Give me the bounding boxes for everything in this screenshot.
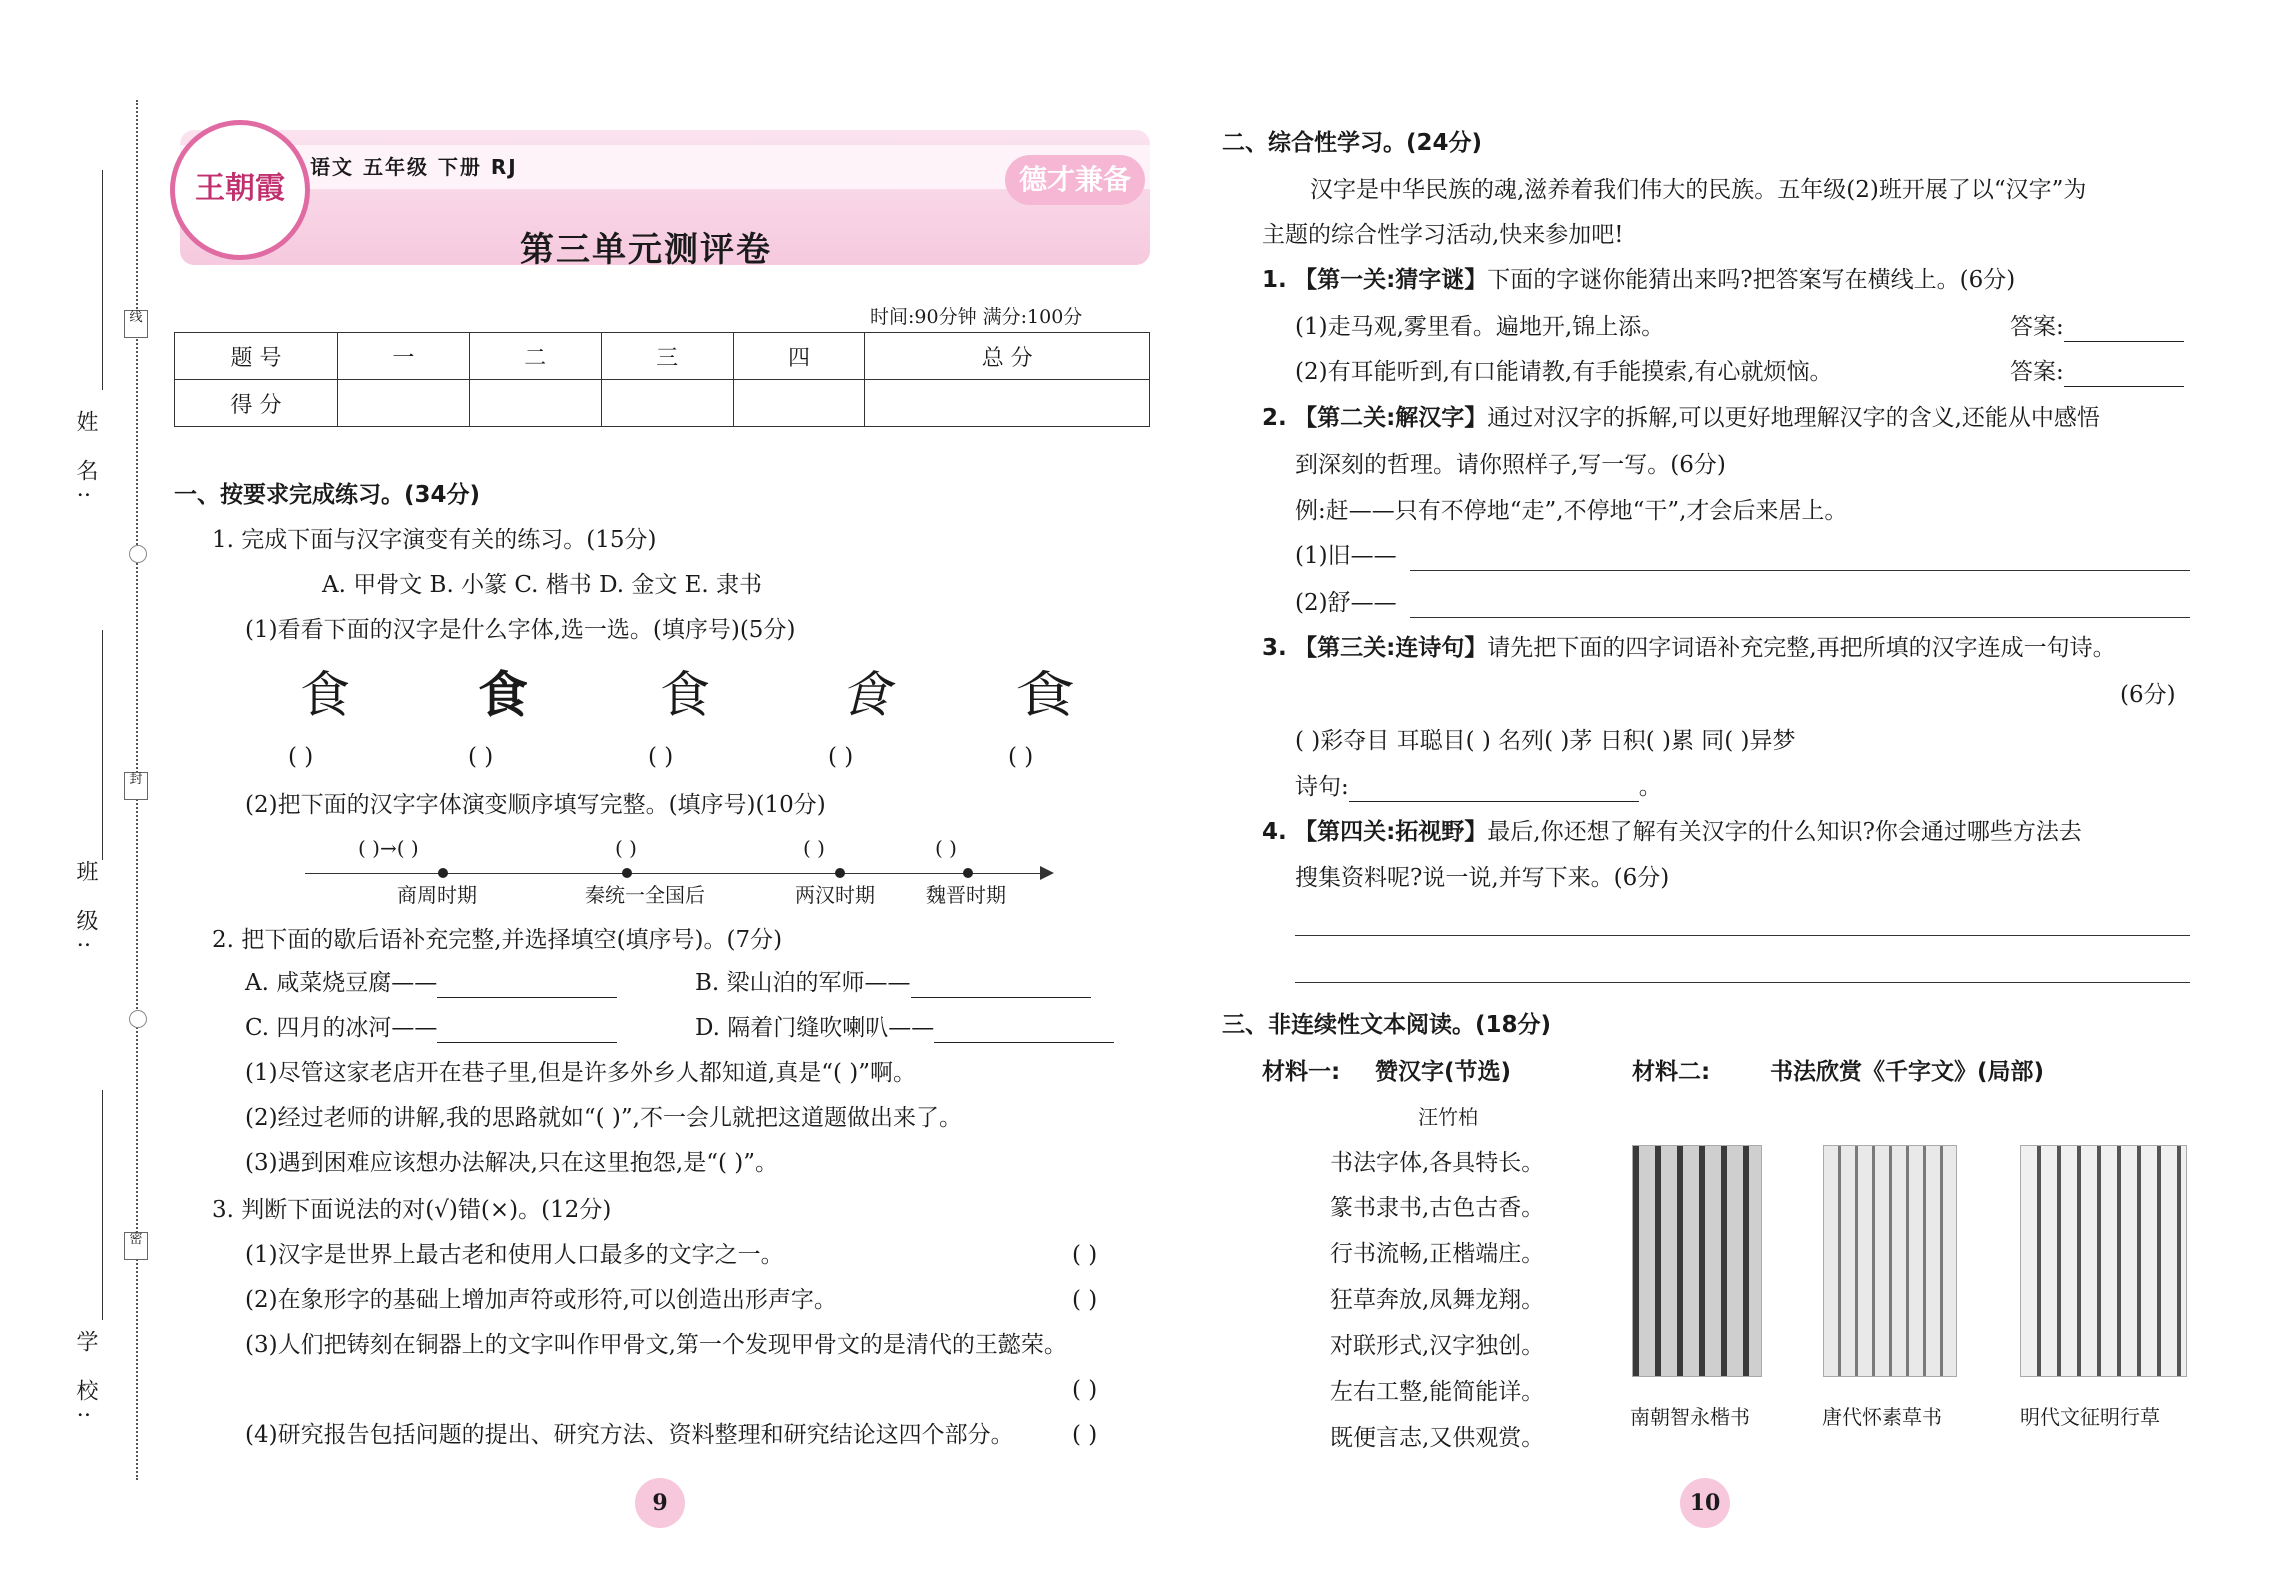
answer-blank[interactable]: ( ) [468, 744, 494, 770]
q2-title: 2. 把下面的歇后语补充完整,并选择填空(填序号)。(7分) [212, 927, 783, 953]
calligraphy-image-xingcao [2020, 1145, 2187, 1377]
q1-title: 1. 完成下面与汉字演变有关的练习。(15分) [212, 527, 657, 553]
score-cell: 三 [601, 333, 733, 380]
q1-sub1: (1)看看下面的汉字是什么字体,选一选。(填序号)(5分) [245, 617, 796, 643]
glyph-jiaguwen: 食 [300, 666, 350, 724]
riddle-1: (1)走马观,雾里看。遍地开,锦上添。 [1295, 314, 1665, 340]
s2-q1 [1262, 265, 2015, 295]
answer-line[interactable] [2064, 364, 2184, 387]
fill-line[interactable] [437, 975, 617, 998]
school-line [102, 1090, 103, 1320]
page-title: 第三单元测评卷 [520, 230, 772, 270]
section1-title: 一、按要求完成练习。(34分) [174, 482, 481, 508]
score-cell: 四 [733, 333, 865, 380]
fill-line[interactable] [437, 1020, 617, 1043]
score-cell: 题 号 [175, 333, 338, 380]
name-line [102, 170, 103, 390]
judge-item: (4)研究报告包括问题的提出、研究方法、资料整理和研究结论这四个部分。 [245, 1422, 1014, 1448]
s2-q4 [1262, 817, 2082, 847]
q-text-cont: 搜集资料呢?说一说,并写下来。(6分) [1295, 865, 1670, 891]
material2-label: 材料二: [1632, 1059, 1711, 1085]
score-input[interactable] [601, 380, 733, 427]
timeline-label: 魏晋时期 [926, 883, 1006, 907]
example: 例:赶——只有不停地“走”,不停地“干”,才会后来居上。 [1295, 498, 1848, 524]
answer-blank[interactable]: ( ) [1008, 744, 1034, 770]
timeline-label: 两汉时期 [795, 883, 875, 907]
q2-option-b [695, 968, 1091, 998]
poem-row [1295, 772, 1662, 802]
timeline-label: 商周时期 [397, 883, 477, 907]
material1-title: 赞汉字(节选) [1375, 1059, 1512, 1085]
judge-blank[interactable]: ( ) [1072, 1242, 1098, 1268]
calligraphy-image-caoshu [1823, 1145, 1957, 1377]
image-caption: 唐代怀素草书 [1822, 1405, 1942, 1429]
timeline-dot [438, 868, 448, 878]
score-cell: 二 [469, 333, 601, 380]
riddle-answer [2010, 357, 2184, 387]
q2-c-text: C. 四月的冰河—— [245, 1015, 438, 1041]
q-num: 1. [1262, 267, 1287, 293]
q3-title: 3. 判断下面说法的对(√)错(×)。(12分) [212, 1197, 612, 1223]
timeline-dot [835, 868, 845, 878]
name-label: 姓 名: [73, 410, 98, 509]
tagline: 德才兼备 [1018, 163, 1131, 196]
score-input[interactable] [469, 380, 601, 427]
answer-blank[interactable]: ( ) [288, 744, 314, 770]
judge-item: (1)汉字是世界上最古老和使用人口最多的文字之一。 [245, 1242, 784, 1268]
timeline-blank[interactable]: ( )→( ) [358, 836, 419, 860]
glyph-xiaozhuan: 食 [660, 666, 710, 724]
q2-sentence: (2)经过老师的讲解,我的思路就如“( )”,不一会儿就把这道题做出来了。 [245, 1105, 962, 1131]
page-number-right: 10 [1680, 1478, 1730, 1528]
q-text: 下面的字谜你能猜出来吗?把答案写在横线上。(6分) [1487, 267, 2016, 293]
image-caption: 明代文征明行草 [2020, 1405, 2160, 1429]
q2-option-a [245, 968, 617, 998]
poem-end: 。 [1638, 774, 1662, 800]
timeline-blank[interactable]: ( ) [935, 836, 957, 860]
s2-q3 [1262, 633, 2116, 663]
q2-sentence: (1)尽管这家老店开在巷子里,但是许多外乡人都知道,真是“( )”啊。 [245, 1060, 916, 1086]
brand-name: 王朝霞 [195, 171, 285, 206]
section3-title: 三、非连续性文本阅读。(18分) [1222, 1012, 1552, 1038]
q-num: 4. [1262, 819, 1287, 845]
timeline-axis [305, 873, 1050, 874]
poem-line[interactable] [1349, 779, 1639, 802]
page-number-left: 9 [635, 1478, 685, 1528]
judge-item: (2)在象形字的基础上增加声符或形符,可以创造出形声字。 [245, 1287, 837, 1313]
q2-a-text: A. 咸菜烧豆腐—— [245, 970, 438, 996]
write-line[interactable] [1295, 935, 2190, 936]
brand-logo [170, 120, 310, 260]
score-cell: 总 分 [865, 333, 1150, 380]
q-text-cont: 到深刻的哲理。请你照样子,写一写。(6分) [1295, 452, 1726, 478]
timeline-label: 秦统一全国后 [585, 883, 705, 907]
judge-blank[interactable]: ( ) [1072, 1377, 1098, 1403]
timeline-arrow-icon [1040, 866, 1054, 880]
school-label: 学 校: [73, 1330, 98, 1429]
char-item: (2)舒—— [1295, 590, 1397, 616]
write-line[interactable] [1295, 982, 2190, 983]
q2-sentence: (3)遇到困难应该想办法解决,只在这里抱怨,是“( )”。 [245, 1150, 778, 1176]
q-tag: 【第三关:连诗句】 [1294, 635, 1488, 661]
score-input[interactable] [865, 380, 1150, 427]
score-input[interactable] [338, 380, 470, 427]
series-info: 语文 五年级 下册 RJ [310, 155, 518, 179]
calligraphy-image-kaishu [1632, 1145, 1762, 1377]
write-line[interactable] [1410, 570, 2190, 571]
poem-line: 对联形式,汉字独创。 [1330, 1333, 1545, 1359]
q-num: 2. [1262, 405, 1287, 431]
material1-label: 材料一: [1262, 1059, 1341, 1085]
answer-label: 答案: [2010, 314, 2064, 340]
q2-b-text: B. 梁山泊的军师—— [695, 970, 911, 996]
judge-blank[interactable]: ( ) [1072, 1287, 1098, 1313]
answer-blank[interactable]: ( ) [648, 744, 674, 770]
fill-line[interactable] [911, 975, 1091, 998]
write-line[interactable] [1410, 617, 2190, 618]
q-tag: 【第四关:拓视野】 [1294, 819, 1488, 845]
material1-author: 汪竹柏 [1418, 1105, 1478, 1129]
score-cell: 一 [338, 333, 470, 380]
timeline-blank[interactable]: ( ) [615, 836, 637, 860]
glyph-kaishu: 食 [478, 665, 528, 724]
tagline-badge [1005, 155, 1145, 205]
answer-label: 答案: [2010, 359, 2064, 385]
q-num: 3. [1262, 635, 1287, 661]
score-table [174, 332, 1150, 427]
binding-hole [129, 1010, 147, 1028]
class-line [102, 630, 103, 860]
section2-intro: 汉字是中华民族的魂,滋养着我们伟大的民族。五年级(2)班开展了以“汉字”为 [1310, 177, 2087, 203]
char-item: (1)旧—— [1295, 543, 1397, 569]
poem-label: 诗句: [1295, 774, 1349, 800]
poem-line: 狂草奔放,凤舞龙翔。 [1330, 1287, 1545, 1313]
timeline-dot [622, 868, 632, 878]
section2-title: 二、综合性学习。(24分) [1222, 130, 1483, 156]
section2-intro: 主题的综合性学习活动,快来参加吧! [1262, 222, 1624, 248]
riddle-2: (2)有耳能听到,有口能请教,有手能摸索,有心就烦恼。 [1295, 359, 1833, 385]
glyph-jinwen: 食 [840, 666, 890, 724]
judge-item: (3)人们把铸刻在铜器上的文字叫作甲骨文,第一个发现甲骨文的是清代的王懿荣。 [245, 1332, 1067, 1358]
q1-sub2: (2)把下面的汉字字体演变顺序填写完整。(填序号)(10分) [245, 792, 826, 818]
binding-hole [129, 545, 147, 563]
s2-q2 [1262, 403, 2100, 433]
score-input[interactable] [733, 380, 865, 427]
idiom-row[interactable]: ( )彩夺目 耳聪目( ) 名列( )茅 日积( )累 同( )异梦 [1295, 728, 1796, 754]
score-table-row [175, 380, 1150, 427]
poem-line: 行书流畅,正楷端庄。 [1330, 1241, 1545, 1267]
class-label: 班 级: [73, 860, 98, 959]
q2-option-c [245, 1013, 617, 1043]
poem-line: 篆书隶书,古色古香。 [1330, 1195, 1545, 1221]
q3-score: (6分) [2120, 682, 2176, 708]
q2-d-text: D. 隔着门缝吹喇叭—— [695, 1015, 935, 1041]
judge-blank[interactable]: ( ) [1072, 1422, 1098, 1448]
q-text: 通过对汉字的拆解,可以更好地理解汉字的含义,还能从中感悟 [1487, 405, 2100, 431]
q-text: 请先把下面的四字词语补充完整,再把所填的汉字连成一句诗。 [1487, 635, 2116, 661]
seal-mark-xian: 线 [124, 310, 148, 338]
poem-line: 左右工整,能简能详。 [1330, 1379, 1545, 1405]
answer-blank[interactable]: ( ) [828, 744, 854, 770]
score-cell: 得 分 [175, 380, 338, 427]
poem-line: 既便言志,又供观赏。 [1330, 1425, 1545, 1451]
riddle-answer [2010, 312, 2184, 342]
q-tag: 【第一关:猜字谜】 [1294, 267, 1488, 293]
material2-title: 书法欣赏《千字文》(局部) [1770, 1059, 2045, 1085]
seal-mark-feng: 封 [124, 772, 148, 800]
q-text: 最后,你还想了解有关汉字的什么知识?你会通过哪些方法去 [1487, 819, 2082, 845]
answer-line[interactable] [2064, 319, 2184, 342]
fill-line[interactable] [934, 1020, 1114, 1043]
image-caption: 南朝智永楷书 [1630, 1405, 1750, 1429]
q1-options: A. 甲骨文 B. 小篆 C. 楷书 D. 金文 E. 隶书 [322, 572, 763, 598]
timeline-blank[interactable]: ( ) [803, 836, 825, 860]
q-tag: 【第二关:解汉字】 [1294, 405, 1488, 431]
poem-line: 书法字体,各具特长。 [1330, 1150, 1545, 1176]
q2-option-d [695, 1013, 1114, 1043]
timeline-dot [963, 868, 973, 878]
glyph-lishu: 食 [1015, 666, 1075, 724]
seal-mark-mi: 密 [124, 1232, 148, 1260]
score-table-row [175, 333, 1150, 380]
time-info: 时间:90分钟 满分:100分 [870, 306, 1083, 328]
